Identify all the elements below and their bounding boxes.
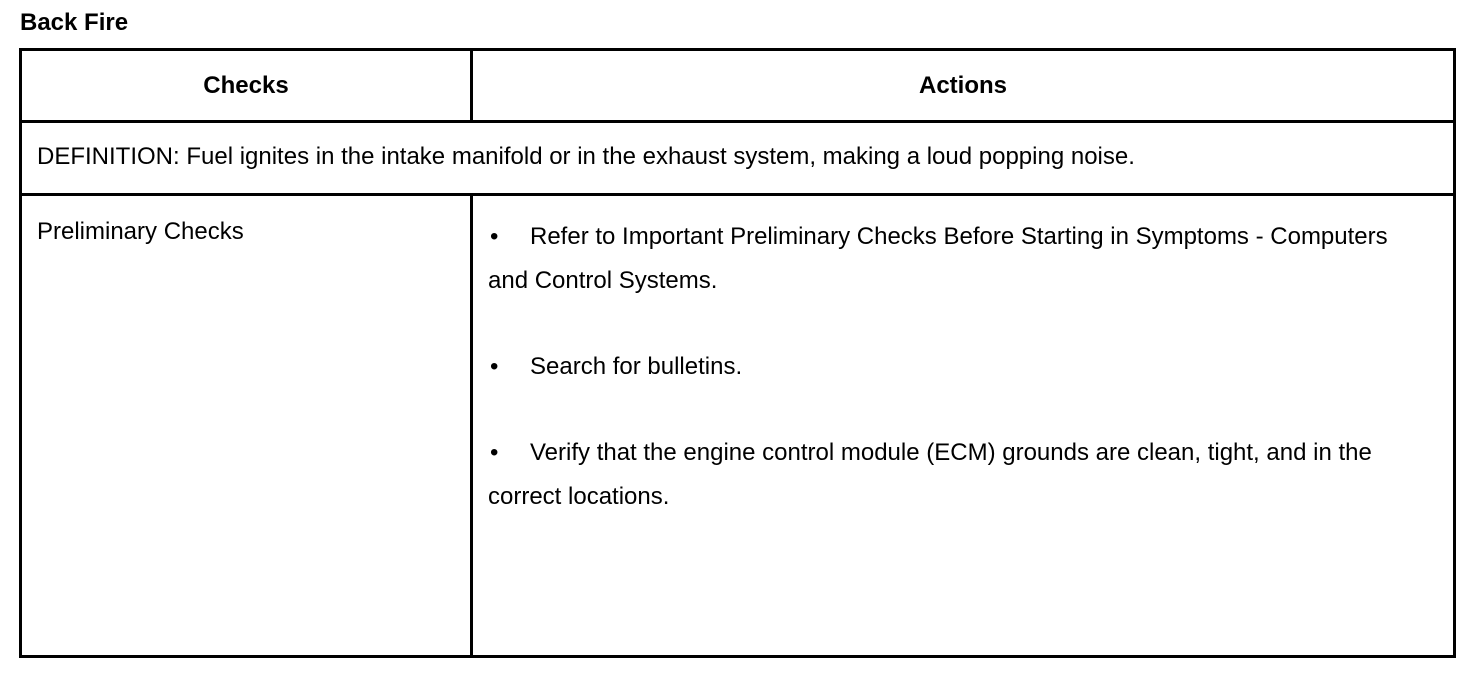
definition-text: DEFINITION: Fuel ignites in the intake manifold or in the exhaust system, making a loud popping noise. bbox=[37, 143, 1135, 170]
action-item bbox=[488, 431, 1408, 519]
check-cell-preliminary: Preliminary Checks bbox=[37, 218, 244, 245]
actions-column-header: Actions bbox=[918, 71, 1007, 99]
action-item bbox=[488, 215, 1408, 303]
bullet-icon: • bbox=[490, 439, 499, 466]
body-column-divider bbox=[470, 193, 473, 655]
document-title: Back Fire bbox=[20, 9, 129, 36]
action-item bbox=[488, 345, 1408, 389]
diagnostic-table bbox=[19, 48, 1456, 658]
bullet-icon: • bbox=[490, 223, 499, 250]
actions-list bbox=[488, 215, 1408, 561]
header-divider bbox=[22, 120, 1453, 123]
action-text: Search for bulletins. bbox=[530, 353, 743, 380]
checks-column-header: Checks bbox=[203, 71, 289, 99]
action-text: Refer to Important Preliminary Checks Before Starting in Symptoms - Computers and Control Systems. bbox=[488, 223, 1388, 294]
definition-divider bbox=[22, 193, 1453, 196]
action-text: Verify that the engine control module (ECM) grounds are clean, tight, and in the correct locations. bbox=[488, 439, 1372, 510]
bullet-icon: • bbox=[490, 353, 499, 380]
